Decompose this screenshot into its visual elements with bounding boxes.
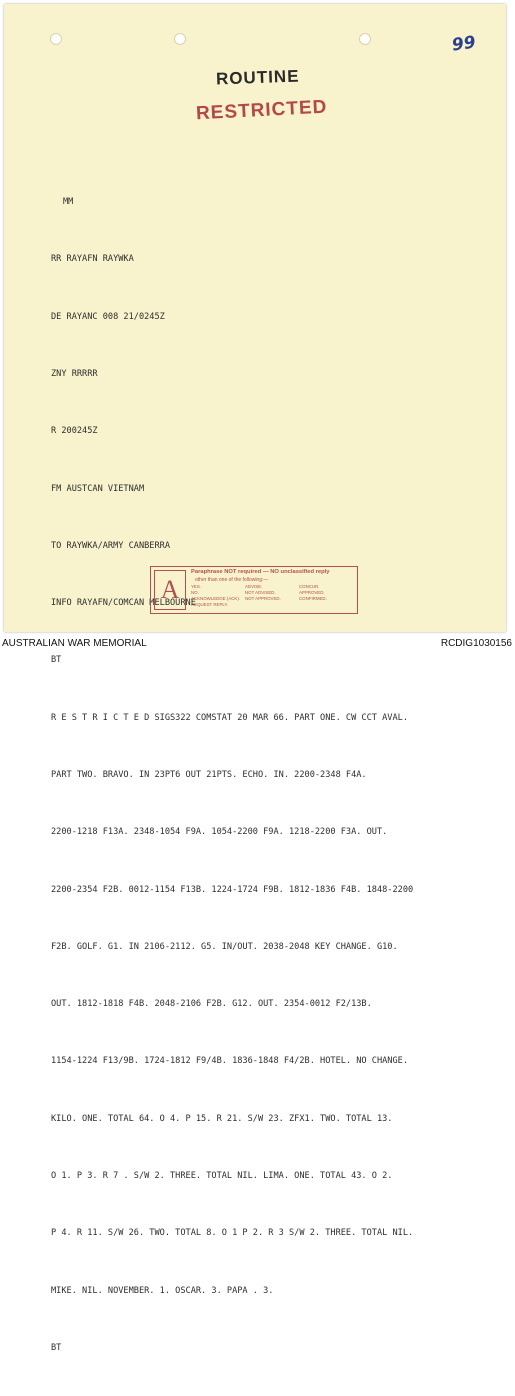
message-line: OUT. 1812-1818 F4B. 2048-2106 F2B. G12. OUT. 2354-0012 F2/13B.	[51, 999, 372, 1010]
folio-number: 99	[450, 32, 477, 56]
paraphrase-option: CONCUR.	[299, 584, 320, 589]
message-line: TO RAYWKA/ARMY CANBERRA	[51, 540, 170, 551]
paraphrase-option: REQUEST REPLY.	[191, 602, 229, 607]
message-line: R E S T R I C T E D SIGS322 COMSTAT 20 MAR 66. PART ONE. CW CCT AVAL.	[51, 712, 408, 723]
archive-credit: AUSTRALIAN WAR MEMORIAL	[2, 638, 147, 649]
message-line: KILO. ONE. TOTAL 64. O 4. P 15. R 21. S/W 23. ZFX1. TWO. TOTAL 13.	[51, 1113, 393, 1124]
message-line: MM	[63, 197, 74, 208]
message-line: BT	[51, 1342, 62, 1353]
message-line: F2B. GOLF. G1. IN 2106-2112. G5. IN/OUT. 2038-2048 KEY CHANGE. G10.	[51, 941, 398, 952]
paraphrase-option: CONFIRMED.	[299, 596, 327, 601]
paraphrase-letter: A	[154, 570, 186, 610]
paraphrase-option: ACKNOWLEDGE (ACK).	[191, 596, 241, 601]
message-line: RR RAYAFN RAYWKA	[51, 254, 134, 265]
paraphrase-option: NO.	[191, 590, 199, 595]
paraphrase-subtitle: other than one of the following:—	[195, 577, 269, 583]
message-line: O 1. P 3. R 7 . S/W 2. THREE. TOTAL NIL. LIMA. ONE. TOTAL 43. O 2.	[51, 1170, 393, 1181]
message-line: INFO RAYAFN/COMCAN MELBOURNE	[51, 598, 196, 609]
message-body	[51, 155, 481, 1396]
message-line: PART TWO. BRAVO. IN 23PT6 OUT 21PTS. ECHO. IN. 2200-2348 F4A.	[51, 770, 367, 780]
paraphrase-option: NOT APPROVED.	[245, 596, 281, 601]
punch-hole	[50, 33, 62, 45]
paraphrase-option: NOT ADVISED.	[245, 590, 276, 595]
message-line: ZNY RRRRR	[51, 369, 98, 380]
message-line: 2200-1218 F13A. 2348-1054 F9A. 1054-2200 F9A. 1218-2200 F3A. OUT.	[51, 827, 388, 838]
message-line: 1154-1224 F13/9B. 1724-1812 F9/4B. 1836-1848 F4/2B. HOTEL. NO CHANGE.	[51, 1056, 408, 1067]
routine-stamp: ROUTINE	[215, 66, 300, 89]
message-line: DE RAYANC 008 21/0245Z	[51, 311, 165, 322]
paraphrase-option: YES.	[191, 584, 202, 589]
message-line: BT	[51, 655, 62, 666]
paraphrase-title: Paraphrase NOT required — NO unclassified reply	[191, 569, 330, 575]
paraphrase-stamp	[150, 566, 358, 614]
message-line: P 4. R 11. S/W 26. TWO. TOTAL 8. O 1 P 2. R 3 S/W 2. THREE. TOTAL NIL.	[51, 1228, 414, 1239]
message-line: R 200245Z	[51, 426, 98, 437]
paraphrase-option: ADVISE.	[245, 584, 263, 589]
message-line: FM AUSTCAN VIETNAM	[51, 483, 145, 494]
paraphrase-options	[191, 584, 355, 608]
paraphrase-option: APPROVED.	[299, 590, 325, 595]
record-id: RCDIG1030156	[440, 638, 512, 649]
punch-hole	[174, 33, 186, 45]
message-line: MIKE. NIL. NOVEMBER. 1. OSCAR. 3. PAPA . 3.	[51, 1285, 274, 1296]
restricted-stamp: RESTRICTED	[195, 96, 328, 125]
punch-hole	[359, 33, 371, 45]
message-line: 2200-2354 F2B. 0012-1154 F13B. 1224-1724 F9B. 1812-1836 F4B. 1848-2200	[51, 884, 414, 895]
